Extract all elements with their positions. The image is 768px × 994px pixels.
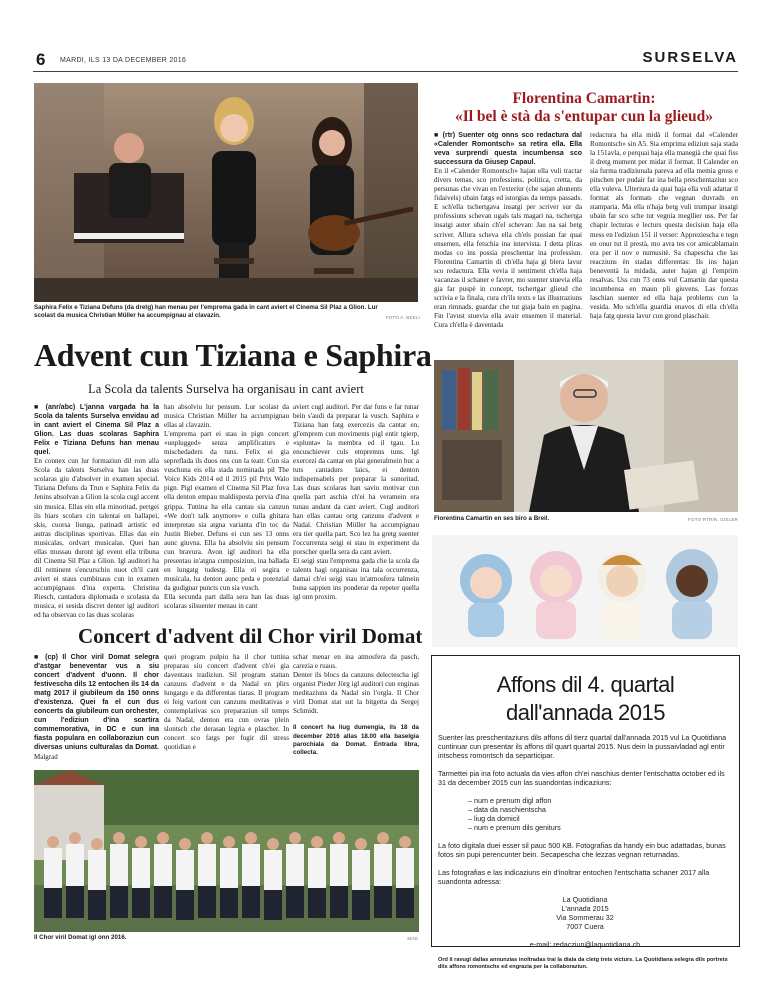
page-header xyxy=(0,0,768,80)
header-rule xyxy=(33,71,738,72)
affons-list-item: – liug da domicil xyxy=(468,814,520,823)
affons-para-4: Las fotografias e las indicaziuns ein d'inoltrar entochen l'entschatta schaner 2017 alla suandonta adressa: xyxy=(438,868,710,886)
camartin-title-2: «Il bel è stà da s'entupar cun la glieud» xyxy=(454,108,714,125)
chor-title: Concert d'advent dil Chor viril Domat xyxy=(78,624,423,648)
camartin-title-1: Florentina Camartin: xyxy=(512,90,656,107)
affons-list-item: – num e prenum dils geniturs xyxy=(468,823,561,832)
address-line: L'annada 2015 xyxy=(561,904,609,913)
advent-title: Advent cun Tiziana e Saphira xyxy=(34,337,432,373)
chor-lead-text: ■ (cp) Il Chor viril Domat selegra d'astgar beneventar vus a siu concert d'advent d'uonn. Il chor festivescha dils 12 entochen ils 14 da matg 2017 il giubileum da 150 onns d'existenza. Quei fa el cun dus concerts da giubileum cun orchester, cun l'ediziun d'ina scartira commemorativa, in DC e cun ina fiasta populara en collaboraziun cun diversas uniuns culturalas da Domat. xyxy=(34,654,159,752)
page-date: MARDI, ILS 13 DA DECEMBER 2016 xyxy=(60,57,187,64)
chor-photo xyxy=(34,770,419,932)
section-name: SURSELVA xyxy=(642,49,738,66)
advent-photo-credit: FOTO A. BEELI xyxy=(385,315,420,320)
affons-para-2: Tarmettei pia ina foto actuala da vies affon ch'ei naschius denter l'entschatta october ed ils 31 da december 2015 cun las suandontas indicaziuns: xyxy=(438,769,725,787)
chor-photo-caption: Il Chor viril Domat igl onn 2016. xyxy=(34,934,127,941)
advent-col-3: aviert cugl auditori. Per dar funs e far tunar bein s'audi da preparar la vusch. Saphira e Tiziana han fatg exercezis da cantar en, gl'emprem cun moviments pigl entir tgierp, «splunta» la membra ed il tgau. Lu encuschiever culs empremns tuns. Igl exercezi da cantar en plai generalmein buc a tuts cantadurs laics, ei denton indispensabels per preparar la sonoritad. Las duas scolaras han saviu motivar cun quella part aschia ch'ei ha veramein era tunau andant da cant aviert. Cugl auditori han ellas cantau ortg canzuns d'advent e Nadal. Christian Müller ha accumpignau era tier quella part. Sco lez ha gretg suenter l'occurrenza seigi ei stau in experiment da porscher quella sera da cant aviert. Ei seigi stau l'emprema gada che la scola da talents hagi organisau ina tala occurrenza, damai ch'ei seigi stau in'atmosfera talmein buna sappien ins ponderar da repeter quella igl onn proxim. xyxy=(293,403,419,601)
camartin-lead: ■ (rtr) Suenter otg onns sco redactura dal «Calender Romontsch» sa retira ella. Ella veva surprendi questa incumbensa sco successura da Giusep Capaul. xyxy=(434,132,582,167)
affons-list xyxy=(438,796,732,832)
chor-col-1 xyxy=(34,653,159,765)
address-line: 7007 Cuera xyxy=(566,922,604,931)
chor-photo-credit: MAD xyxy=(407,936,418,941)
camartin-photo-caption: Florentina Camartin en ses biro a Breil. xyxy=(434,515,550,522)
advent-photo-caption: Saphira Felix e Tiziana Defuns (da dretg) han menau per l'emprema gada in cant aviert el Cinema Sil Plaz a Glion. Lur scolast da musica Christian Müller ha accumpignau al clavazin. xyxy=(34,304,378,319)
affons-list-item: – num e prenum digl affon xyxy=(468,796,552,805)
address-line: Via Sommerau 32 xyxy=(556,913,614,922)
chor-body-3: schar menar en ina atmosfera da pasch, carezia e ruaus. Denter ils blocs da canzuns delectescha igl organist Pieder Jörg igl auditori cun enginas meditaziuns da Nadal sin l'orgla. Il Chor viril Domat stat sut la bitgetta da Sergej Schmidt. xyxy=(293,653,419,716)
advent-subtitle: La Scola da talents Surselva ha organisau in cant aviert xyxy=(88,382,364,396)
page-number: 6 xyxy=(36,50,46,69)
camartin-photo xyxy=(434,360,738,512)
affons-title-1: Affons dil 4. quartal xyxy=(496,672,675,697)
chor-lead xyxy=(34,653,159,762)
chor-col-2: quei program pulpiu ha il chor tuttina preparau siu concert d'advent ch'ei gia daventaus tradiziun. Sil program stattan canzuns d'advent e da Nadal en plirs lungatgs e da differentas tiaras. Il program ei feig variont cun canzuns meditativas e contemplativas sco preparaziun sil temps da Nadal, denton era cun ovras plein slontsch che derasan legria e plascher. In concert sco fatgs per fugir dil stress quotidian e xyxy=(164,653,289,752)
affons-note: Ord il ravugl dallas annunzias inoltradas trai la diala da cletg treis victurs. La Quotidiana selegra dils portrets dils affons romontschs ed engrazia per la collaboraziun. xyxy=(438,957,728,971)
affons-email[interactable]: e-mail: redacziun@laquotidiana.ch xyxy=(529,940,641,949)
camartin-photo-credit: FOTO RTR/N. GISLER xyxy=(688,517,738,522)
affons-list-item: – data da naschientscha xyxy=(468,805,546,814)
chor-lead-tail: Malgrad xyxy=(34,752,58,761)
affons-title-2: dall'annada 2015 xyxy=(506,700,665,725)
chor-info: Il concert ha liug dumengia, ils 18 da december 2016 allas 18.00 ella baselgia parochiala da Domat. Entrada libra, collecta. xyxy=(293,724,419,756)
address-line: La Quotidiana xyxy=(562,895,608,904)
advent-col-2: han absolviu lur pensum. Lur scolast da musica Christian Müller ha accumpignau ellas al clavazin. L'emprema part ei stau in pign concert «unplugged» senza amplificaturs e mischedaders da tuns. Felix ei gia sepreflada ils duos ons cun la teatr. Cun sia vuschuna eis ella stada nominada pil The Voice Kids 2014 ed il 2015 pil Prix Walo pign. Pigl examen el Cinema Sil Plaz fuva ella denton empau maldisposta pervia d'ina grippa. Tuttina ha ella cantau sia canzun «We don't talk anymore» e culla ghitara interpretau sia atgna variantа d'in toc da Justin Bieber. Defuns ei cun ses 13 onns aunc giuvna. Ella ha absolviu siu pensum cun bravura. Avon igl auditori ha ella presentau in'atgna cumposiziun, ina ballada en lungatg tudestg. Ella ei segira e musicala, ha denton aunc peda e potenzial da gudignar puncts cun sia vusch. Ella secunda part dalla sera han las duas scolaras silsuenter menau in cant xyxy=(164,403,289,611)
affons-address xyxy=(438,895,732,931)
affons-body xyxy=(438,733,732,971)
camartin-body-1: En il «Calender Romontsch» hajan ella vuli tractar divers temas, sco professiuns, politica, cretta, da persunas che vivan en l'exteriur (che sajan abunents fidaivels) ubain fatgs ed istorgias da temps passads. E sch'ella tschertgava insatgi per scriver sur da professiuns schevan ugals tals magari na, tschertga insatgi auter ubain ch'el schevan: Jau na sai betg scriver. Allura scheva ella ch'els possian far quai ensemen, ella fetschia ina intervista. I detta pliras modas co ins possia preschentar ina professiun. Florentina Camartin di ch'ella haja gì blera lavur sco redactura. Ella vevia il sentiment ch'ella haja vacanzas il schaner e favrer, mo suenter stuevia ella gia far puspè in concept, tschertgar glieud che scrivia e la finala, cura ch'ils texts e las illustraziuns eran rimnads, guardar che tut giaja bain en pagina. Fin l'avust stuevia ella avair ensemen il material. Cura ch'ella è daventada xyxy=(434,167,582,329)
chor-col-3 xyxy=(293,653,419,765)
affons-para-1: Suenter las preschentaziuns dils affons dil tierz quartal dall'annada 2015 vul La Quotidiana cuntinuar cun presentar ils affons dil quart quartal 2015. Nus dein la pussaivladad agl entir intschess romontsch da separticipar. xyxy=(438,733,727,760)
dolls-photo xyxy=(432,535,738,647)
advent-lead: ■ (anr/abc) L'janna vargada ha la Scola da talents Surselva envidau ad in cant aviert el Cinema Sil Plaz a Glion. Las duas scolaras Saphira Felix e Tiziana Defuns han menau quel. xyxy=(34,404,159,457)
advent-photo xyxy=(34,83,418,302)
advent-body-1: En connex cun lur formaziun dil rom alla Scola da talents Surselva han las duas scolaras giu d'absolver in examen special. Tiziana Defuns da Trun e Saphira Felix da Jenins absolvan a Glion la scola cugl accent sin musica. Ellas ein ella minoritad, pertgei ils biars scolars cin talentai en ballapei, skis, cuorsa liunga, patinadi artistic ed autras disciplinas sportivas. Ellas das ein musicalas, ordvart musicalas. Quei han ellas mussau duront igl event ella tribuna dil Cinema Sil Plaz a Glion. Igl auditori ha dil reminent s'encurschiu nuot ch'il cant aviert ei staus cumbinaus cun in examen accumpignaus d'ina experta. Christina Riesch, cantadura diplomada e scolasta da musica, ei sesida discret denter igl auditori ed ha observau co las duas scolaras xyxy=(34,457,159,620)
camartin-col-2: redactura ha ella midà il format dal «Calender Romontsch» sin A5. Sia emprima ediziun saja stada la 151avla, e perquai haja ella manegià che quai fiss il dretg mument per midar il format. Il Calender en sia furma tradiziunala pareva ad ella memia gross e pitschen per pudair far ina bella preschentaziun sco ella vuleva. Ulteriura da quai haja ella vuli adattar il format als formats che vegnan duvrads en stamparia. Ma ella n'haja betg vuli trumpar insatgi ubain far sco sche tut vegnia megllier uss. Per far chapir lecturas e lecturs questa decisiun haja ella mess en l'ediziun 151 il verser: Appreziescha e tegn en onur tut il prestà, mo avra tes cor amicablamain era per il nov e numusitè. Sa chapescha che las reacziuns èn stadas differentas: Ils ins hajan beneventà la midada, auter hajan gì l'emprim resalvas. Uss cun 73 onns vul Camartin dar questa incumbensa en maun pli giuvens. Las forzas laschian suenter ed ella haja problems cun la vesida. Mo sch'ella guardia enavos di ella ch'ella haja fatg questa lavur cun grond plaschair. xyxy=(590,131,738,320)
affons-para-3: La foto digitala duei esser sil pauc 500 KB. Fotografias da handy ein buc adattadas, bunas fotos sin pupi perencunter bein. Secapescha che lezzas vegnan returnadas. xyxy=(438,841,726,859)
camartin-col-1 xyxy=(434,131,582,357)
